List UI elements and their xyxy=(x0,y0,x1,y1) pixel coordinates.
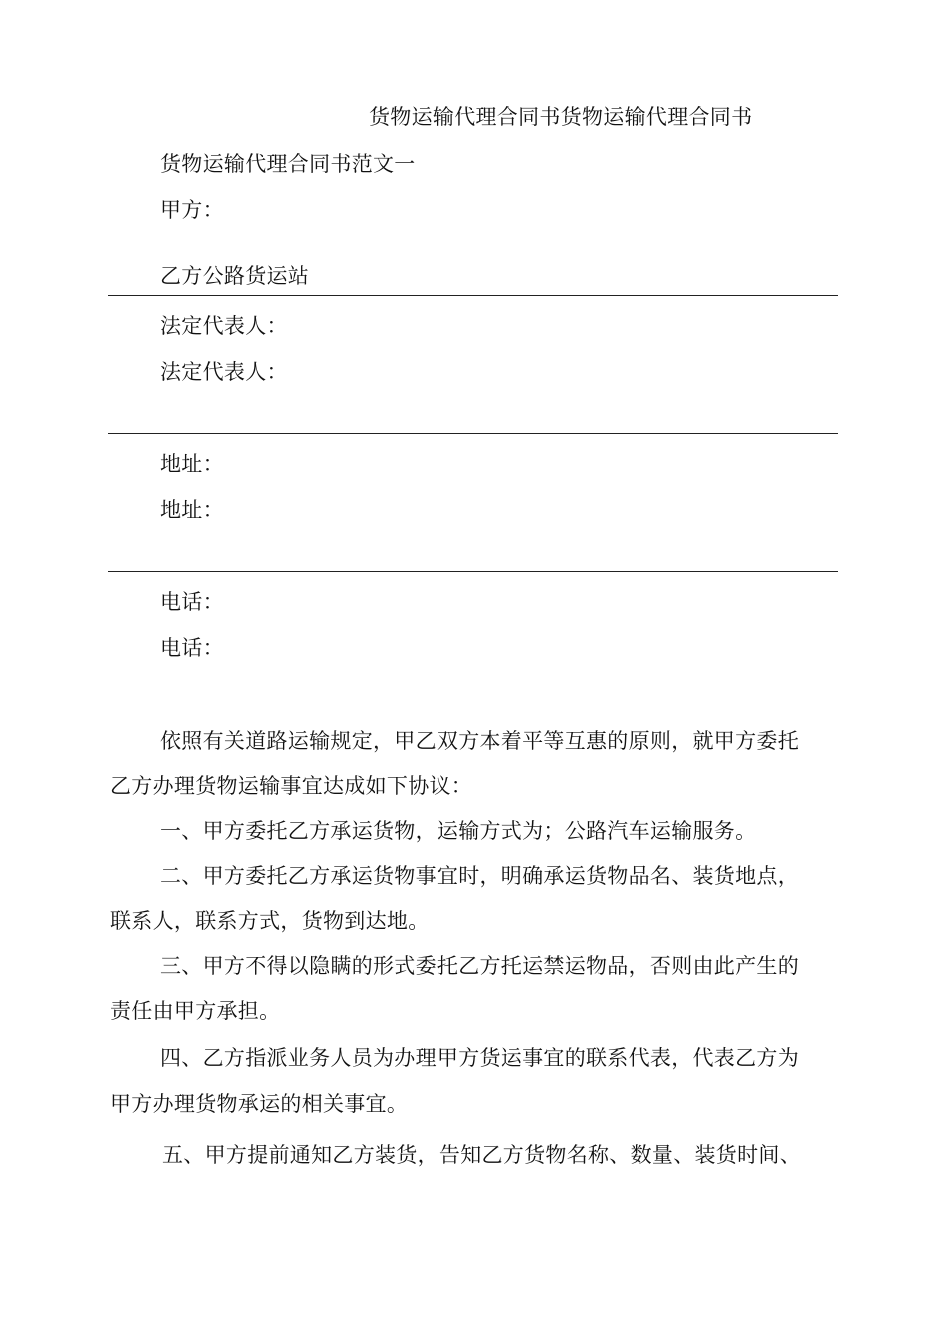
divider-line xyxy=(108,295,838,296)
phone-b-label: 电话： xyxy=(160,636,224,660)
clause-4-line: 甲方办理货物承运的相关事宜。 xyxy=(110,1092,409,1116)
address-b-label: 地址： xyxy=(160,498,224,522)
clause-3-line: 三、甲方不得以隐瞒的形式委托乙方托运禁运物品，否则由此产生的 xyxy=(160,954,799,978)
party-a-label: 甲方： xyxy=(160,198,224,222)
clause-1: 一、甲方委托乙方承运货物，运输方式为；公路汽车运输服务。 xyxy=(160,819,757,843)
clause-3-line: 责任由甲方承担。 xyxy=(110,999,281,1023)
intro-paragraph-line: 乙方办理货物运输事宜达成如下协议： xyxy=(110,774,473,798)
divider-line xyxy=(108,571,838,572)
phone-a-label: 电话： xyxy=(160,590,224,614)
party-b-label: 乙方公路货运站 xyxy=(160,264,310,288)
clause-2-line: 联系人，联系方式，货物到达地。 xyxy=(110,909,430,933)
clause-4-line: 四、乙方指派业务人员为办理甲方货运事宜的联系代表，代表乙方为 xyxy=(160,1046,799,1070)
intro-paragraph-line: 依照有关道路运输规定，甲乙双方本着平等互惠的原则，就甲方委托 xyxy=(160,729,799,753)
legal-rep-b-label: 法定代表人： xyxy=(160,360,288,384)
clause-5-line: 五、甲方提前通知乙方装货，告知乙方货物名称、数量、装货时间、 xyxy=(162,1143,801,1167)
clause-2-line: 二、甲方委托乙方承运货物事宜时，明确承运货物品名、装货地点， xyxy=(160,864,799,888)
address-a-label: 地址： xyxy=(160,452,224,476)
divider-line xyxy=(108,433,838,434)
document-subtitle: 货物运输代理合同书范文一 xyxy=(160,152,416,176)
legal-rep-a-label: 法定代表人： xyxy=(160,314,288,338)
document-title: 货物运输代理合同书货物运输代理合同书 xyxy=(369,105,753,129)
